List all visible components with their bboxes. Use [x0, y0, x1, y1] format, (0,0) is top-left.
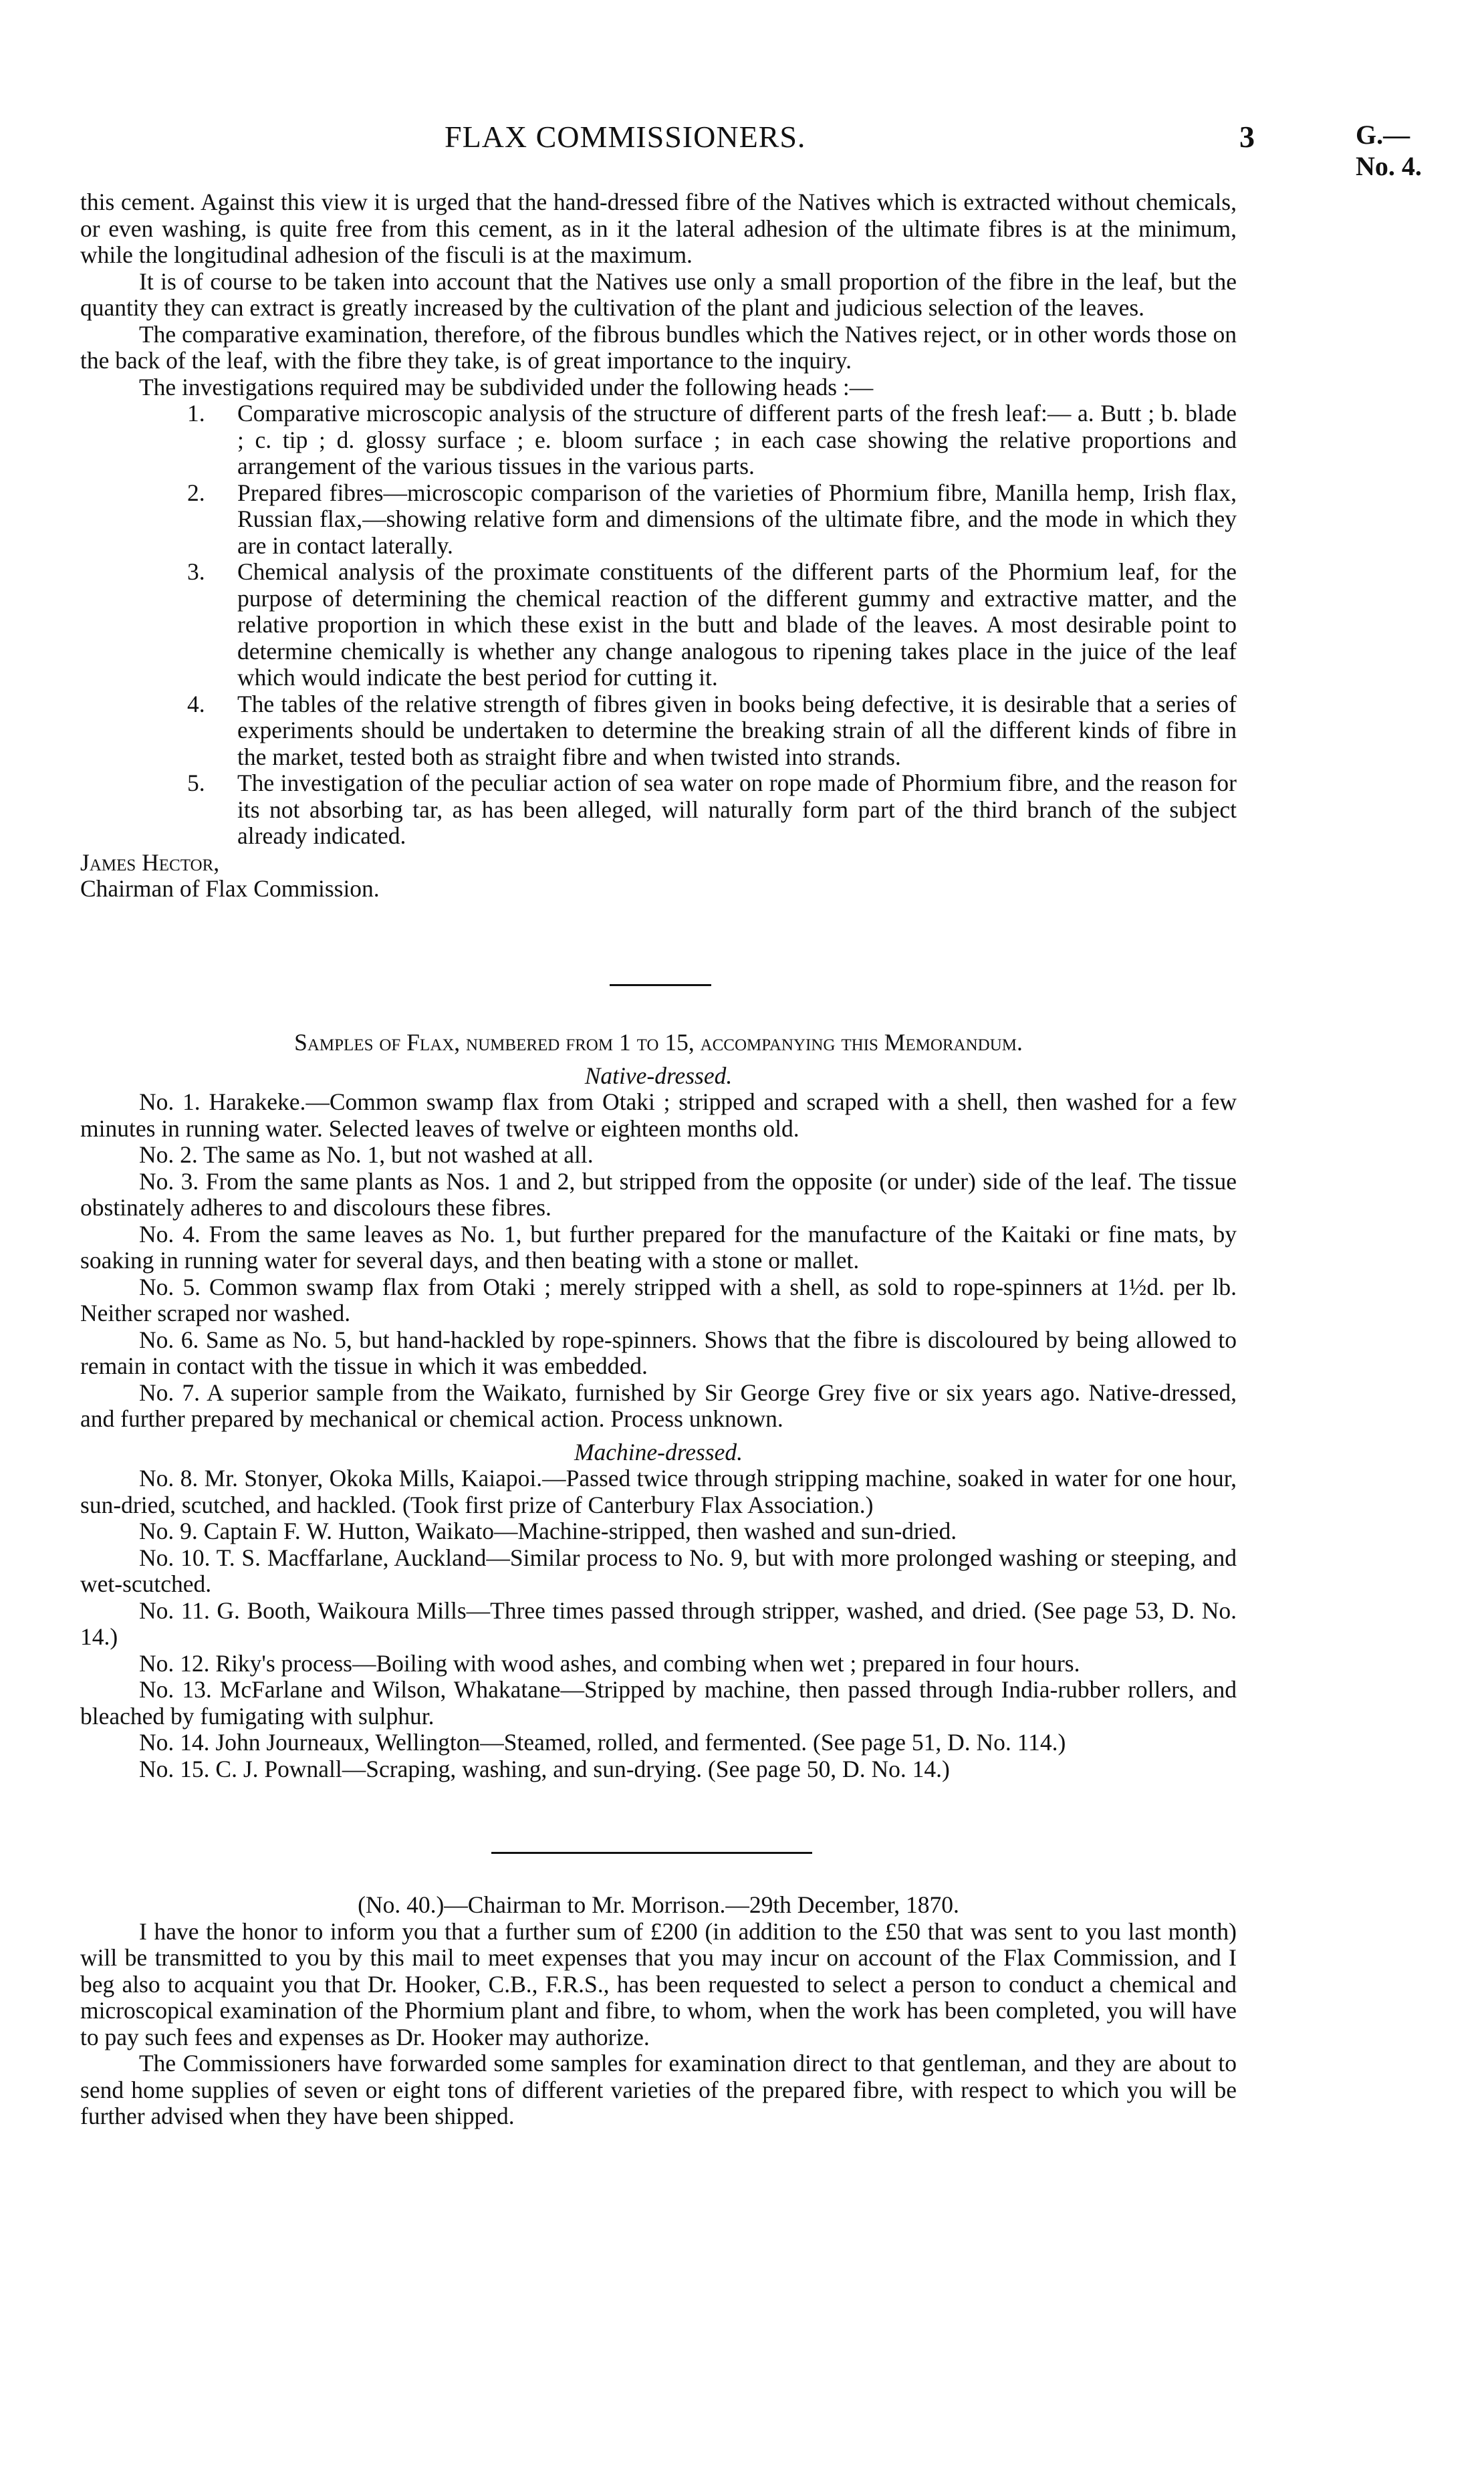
item-number: 3. — [187, 558, 205, 585]
sample-entry: No. 6. Same as No. 5, but hand-hackled by rope-spinners. Shows that the fibre is discoloured by being allowed to remain in contact with the tissue in which it was embedded. — [80, 1326, 1237, 1379]
item-text: The investigation of the peculiar action of sea water on rope made of Phormium fibre, and the reason for its not absorbing tar, as has been alleged, will naturally form part of the third branch of the subject already indicated. — [237, 770, 1237, 849]
running-title: FLAX COMMISSIONERS. — [445, 120, 806, 154]
sample-entry: No. 9. Captain F. W. Hutton, Waikato—Machine-stripped, then washed and sun-dried. — [139, 1518, 957, 1544]
samples-heading: Samples of Flax, numbered from 1 to 15, accompanying this Memorandum. — [294, 1029, 1023, 1056]
item-number: 2. — [187, 479, 205, 506]
sample-entry: No. 11. G. Booth, Waikoura Mills—Three times passed through stripper, washed, and dried. (See page 53, D. No. 14.) — [80, 1596, 1237, 1650]
letter-paragraph: The Commissioners have forwarded some samples for examination direct to that gentleman, and they are about to send home supplies of seven or eight tons of different varieties of the prepared fibre, with respect to which you will be further advised when they have been shipped. — [80, 2050, 1237, 2129]
list-item — [80, 559, 1237, 691]
paragraph: this cement. Against this view it is urged that the hand-dressed fibre of the Natives which is extracted without chemicals, or even washing, is quite free from this cement, as in it the lateral adhesion of the ultimate fibres is at the minimum, while the longitudinal adhesion of the fisculi is at the maximum. — [80, 189, 1237, 268]
page-header — [80, 119, 1444, 181]
item-text: The tables of the relative strength of fibres given in books being defective, it is desirable that a series of experiments should be undertaken to determine the breaking strain of all the different kinds of fibre in the market, tested both as straight fibre and when twisted into strands. — [237, 690, 1237, 770]
letter-section — [80, 1892, 1237, 2130]
sample-entry: No. 8. Mr. Stonyer, Okoka Mills, Kaiapoi.—Passed twice through stripping machine, soaked in water for one hour, sun-dried, scutched, and hackled. (Took first prize of Canterbury Flax Association.) — [80, 1465, 1237, 1518]
sample-entry: No. 7. A superior sample from the Waikato, furnished by Sir George Grey five or six years ago. Native-dressed, and further prepared by mechanical or chemical action. Process unknown. — [80, 1379, 1237, 1432]
document-reference: G.—No. 4. — [1356, 120, 1422, 181]
item-number: 1. — [187, 400, 205, 427]
divider — [610, 984, 711, 986]
sample-entry: No. 4. From the same leaves as No. 1, but further prepared for the manufacture of the Kaitaki or fine mats, by soaking in running water for several days, and then beating with a stone or mallet. — [80, 1220, 1237, 1274]
sample-entry: No. 2. The same as No. 1, but not washed at all. — [139, 1141, 594, 1168]
paragraph: The investigations required may be subdivided under the following heads :— — [139, 373, 874, 400]
divider — [491, 1852, 812, 1854]
signature-name: James Hector, — [80, 848, 220, 876]
sample-entry: No. 12. Riky's process—Boiling with wood ashes, and combing when wet ; prepared in four hours. — [139, 1649, 1080, 1677]
sample-entry: No. 13. McFarlane and Wilson, Whakatane—Stripped by machine, then passed through India-rubber rollers, and bleached by fumigating with sulphur. — [80, 1676, 1237, 1730]
list-item — [80, 480, 1237, 560]
item-number: 5. — [187, 770, 205, 796]
sample-entry: No. 10. T. S. Macffarlane, Auckland—Similar process to No. 9, but with more prolonged washing or steeping, and wet-scutched. — [80, 1544, 1237, 1597]
list-item — [80, 770, 1237, 850]
samples-section — [80, 1030, 1237, 1782]
item-text: Comparative microscopic analysis of the structure of different parts of the fresh leaf:— a. Butt ; b. blade ; c. tip ; d. glossy surface ; e. bloom surface ; in each case showing the relative proportions and arrangement of the various tissues in the various parts. — [237, 400, 1237, 479]
sample-entry: No. 14. John Journeaux, Wellington—Steamed, rolled, and fermented. (See page 51, D. No. 114.) — [139, 1729, 1066, 1756]
signature-title: Chairman of Flax Commission. — [80, 875, 380, 902]
sample-entry: No. 5. Common swamp flax from Otaki ; merely stripped with a shell, as sold to rope-spinners at 1½d. per lb. Neither scraped nor washed. — [80, 1273, 1237, 1326]
machine-dressed-heading: Machine-dressed. — [574, 1438, 743, 1465]
list-item — [80, 400, 1237, 480]
item-number: 4. — [187, 690, 205, 717]
list-item — [80, 691, 1237, 771]
letter-heading: (No. 40.)—Chairman to Mr. Morrison.—29th December, 1870. — [358, 1891, 959, 1918]
sample-entry: No. 3. From the same plants as Nos. 1 and 2, but stripped from the opposite (or under) side of the leaf. The tissue obstinately adheres to and discolours these fibres. — [80, 1167, 1237, 1221]
item-text: Prepared fibres—microscopic comparison of the varieties of Phormium fibre, Manilla hemp, Irish flax, Russian flax,—showing relative form and dimensions of the ultimate fibre, and the mode in which they are in contact laterally. — [237, 479, 1237, 559]
letter-paragraph: I have the honor to inform you that a further sum of £200 (in addition to the £50 that was sent to you last month) will be transmitted to you by this mail to meet expenses that you may incur on account of the Flax Commission, and I beg also to acquaint you that Dr. Hooker, C.B., F.R.S., has been requested to select a person to conduct a chemical and microscopical examination of the Phormium plant and fibre, to whom, when the work has been completed, you will have to pay such fees and expenses as Dr. Hooker may authorize. — [80, 1917, 1237, 2050]
sample-entry: No. 1. Harakeke.—Common swamp flax from Otaki ; stripped and scraped with a shell, then washed for a few minutes in running water. Selected leaves of twelve or eighteen months old. — [80, 1088, 1237, 1142]
paragraph: The comparative examination, therefore, of the fibrous bundles which the Natives reject, or in other words those on the back of the leaf, with the fibre they take, is of great importance to the inquiry. — [80, 320, 1237, 374]
page-number: 3 — [1239, 120, 1255, 154]
sample-entry: No. 15. C. J. Pownall—Scraping, washing, and sun-drying. (See page 50, D. No. 14.) — [139, 1755, 950, 1782]
native-dressed-heading: Native-dressed. — [584, 1062, 733, 1089]
item-text: Chemical analysis of the proximate constituents of the different parts of the Phormium leaf, for the purpose of determining the chemical reaction of the different gummy and extractive matter, and the relative proportion in which these exist in the butt and blade of the leaves. A most desirable point to determine chemically is whether any change analogous to ripening takes place in the juice of the leaf which would indicate the best period for cutting it. — [237, 558, 1237, 691]
memorandum-continuation — [80, 189, 1237, 903]
investigation-heads-list — [80, 400, 1237, 850]
paragraph: It is of course to be taken into account that the Natives use only a small proportion of the fibre in the leaf, but the quantity they can extract is greatly increased by the cultivation of the plant and judicious selection of the leaves. — [80, 267, 1237, 321]
